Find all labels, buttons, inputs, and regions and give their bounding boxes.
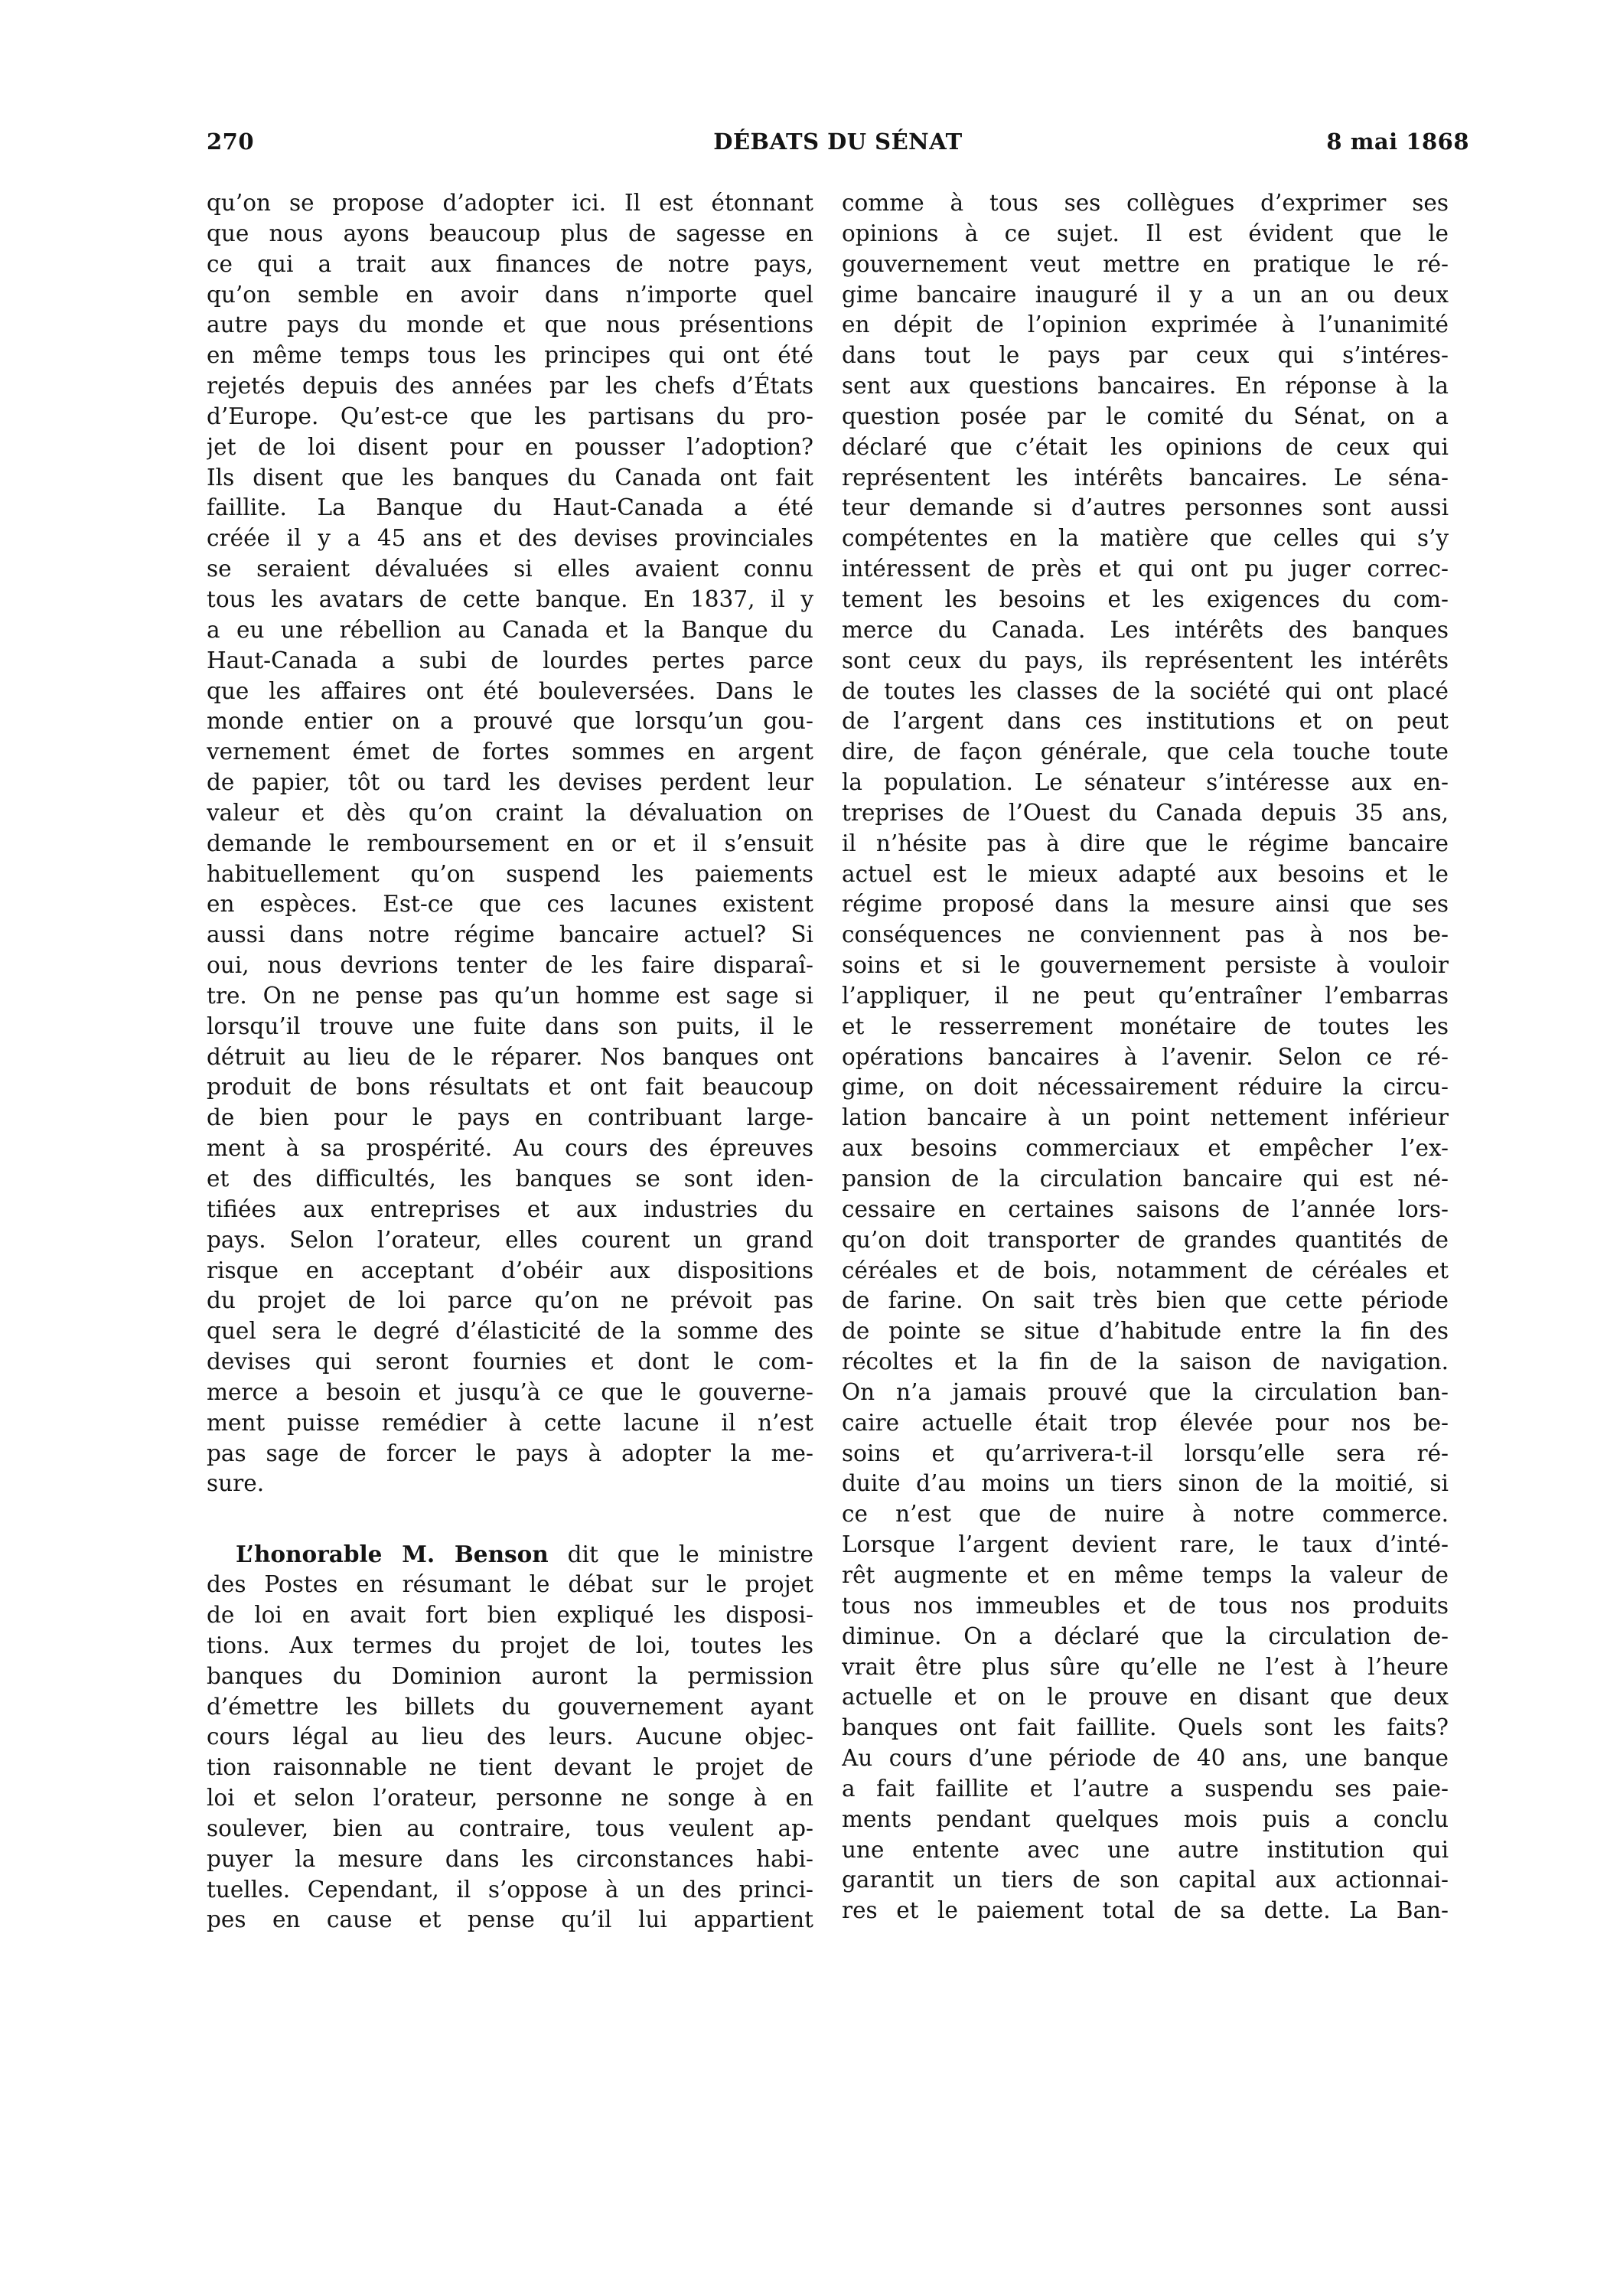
text-line: Ils disent que les banques du Canada ont fait [207,464,813,491]
text-line: rêt augmente et en même temps la valeur de [842,1561,1449,1588]
text-line: sont ceux du pays, ils représentent les intérêts [842,647,1449,673]
text-line: aux besoins commerciaux et empêcher l’ex- [842,1135,1449,1162]
text-line: lorsqu’il trouve une fuite dans son puits, il le [207,1013,813,1039]
text-line: habituellement qu’on suspend les paiements [207,860,813,887]
text-line: question posée par le comité du Sénat, on a [842,403,1449,429]
text-line: en dépit de l’opinion exprimée à l’unanimité [842,311,1449,338]
text-line: actuelle et on le prouve en disant que deux [842,1684,1449,1711]
text-line: compétentes en la matière que celles qui s’y [842,525,1449,552]
text-line: teur demande si d’autres personnes sont aussi [842,494,1449,521]
text-line: déclaré que c’était les opinions de ceux qui [842,433,1449,460]
text-line: sure. [207,1470,265,1497]
text-line: d’émettre les billets du gouvernement ayant [207,1693,813,1720]
text-line: autre pays du monde et que nous présentions [207,311,813,338]
text-line: garantit un tiers de son capital aux actionnai- [842,1867,1449,1893]
text-line: ce n’est que de nuire à notre commerce. [842,1501,1449,1528]
paragraph-benson-body [207,1570,813,1936]
text-line: opérations bancaires à l’avenir. Selon ce ré- [842,1043,1449,1070]
text-line: banques du Dominion auront la permission [207,1662,813,1689]
text-line: qu’on se propose d’adopter ici. Il est étonnant [207,190,813,216]
text-line: représentent les intérêts bancaires. Le séna- [842,464,1449,491]
running-title: DÉBATS DU SÉNAT [713,129,963,155]
text-line: l’appliquer, il ne peut qu’entraîner l’embarras [842,982,1449,1009]
text-line: diminue. On a déclaré que la circulation de- [842,1623,1449,1649]
left-column [207,188,813,1936]
text-line: vrait être plus sûre qu’elle ne l’est à l’heure [842,1653,1449,1680]
paragraph-gap [207,1499,813,1539]
text-line: puyer la mesure dans les circonstances habi- [207,1845,813,1872]
text-line: Au cours d’une période de 40 ans, une banque [842,1745,1449,1772]
text-line: gime bancaire inauguré il y a un an ou deux [842,281,1449,308]
text-line: a eu une rébellion au Canada et la Banque du [207,616,813,643]
text-line: valeur et dès qu’on craint la dévaluation on [207,799,813,826]
text-line: risque en acceptant d’obéir aux dispositions [207,1257,813,1283]
text-line: cessaire en certaines saisons de l’année lors- [842,1195,1449,1222]
text-line: banques ont fait faillite. Quels sont les faits? [842,1714,1449,1741]
text-line: actuel est le mieux adapté aux besoins et le [842,860,1449,887]
text-line: oui, nous devrions tenter de les faire disparaî- [207,952,813,979]
paragraph-continuation [207,188,813,1499]
text-line: loi et selon l’orateur, personne ne songe à en [207,1785,813,1812]
text-line: res et le paiement total de sa dette. La Ban- [842,1897,1449,1924]
text-line: soins et qu’arrivera-t-il lorsqu’elle sera ré- [842,1440,1449,1466]
text-line [207,1539,813,1570]
text-line: duite d’au moins un tiers sinon de la moitié, si [842,1470,1449,1497]
text-line: tous les avatars de cette banque. En 1837, il y [207,585,813,612]
text-line: sent aux questions bancaires. En réponse à la [842,373,1449,400]
text-line: pas sage de forcer le pays à adopter la me- [207,1440,813,1466]
text-line: il n’hésite pas à dire que le régime bancaire [842,830,1449,856]
text-line: qu’on semble en avoir dans n’importe quel [207,281,813,308]
text-line: dire, de façon générale, que cela touche toute [842,739,1449,765]
text-line: et des difficultés, les banques se sont iden- [207,1166,813,1192]
text-line: tuelles. Cependant, il s’oppose à un des princi- [207,1876,813,1903]
text-line: pansion de la circulation bancaire qui est né- [842,1166,1449,1192]
text-line: tions. Aux termes du projet de loi, toutes les [207,1632,813,1658]
text-line: Lorsque l’argent devient rare, le taux d’inté- [842,1531,1449,1558]
text-line: caire actuelle était trop élevée pour nos be- [842,1409,1449,1436]
text-line: en même temps tous les principes qui ont été [207,342,813,369]
text-line: a fait faillite et l’autre a suspendu ses paie- [842,1775,1449,1802]
text-line: ments pendant quelques mois puis a conclu [842,1805,1449,1832]
speaker-line-rest: dit que le ministre [548,1541,813,1568]
text-line: vernement émet de fortes sommes en argent [207,739,813,765]
text-line: monde entier on a prouvé que lorsqu’un gou- [207,708,813,735]
text-line: détruit au lieu de le réparer. Nos banques ont [207,1043,813,1070]
text-line: tion raisonnable ne tient devant le projet de [207,1754,813,1781]
text-line: céréales et de bois, notamment de céréales et [842,1257,1449,1283]
text-line: en espèces. Est-ce que ces lacunes existent [207,891,813,918]
text-line: treprises de l’Ouest du Canada depuis 35 ans, [842,799,1449,826]
text-line: ment à sa prospérité. Au cours des épreuves [207,1135,813,1162]
text-line: que les affaires ont été bouleversées. Dans le [207,677,813,704]
text-line: de bien pour le pays en contribuant large- [207,1104,813,1131]
text-line: tifiées aux entreprises et aux industries du [207,1195,813,1222]
text-line: On n’a jamais prouvé que la circulation ban- [842,1378,1449,1405]
text-line: régime proposé dans la mesure ainsi que ses [842,891,1449,918]
text-line: ce qui a trait aux finances de notre pays, [207,250,813,277]
text-line: produit de bons résultats et ont fait beaucoup [207,1074,813,1101]
text-line: de pointe se situe d’habitude entre la fin des [842,1318,1449,1345]
text-line: opinions à ce sujet. Il est évident que le [842,220,1449,246]
text-line: aussi dans notre régime bancaire actuel? Si [207,921,813,948]
text-line: demande le remboursement en or et il s’ensuit [207,830,813,856]
text-line: gouvernement veut mettre en pratique le ré- [842,250,1449,277]
text-line: faillite. La Banque du Haut-Canada a été [207,494,813,521]
text-line: du projet de loi parce qu’on ne prévoit pas [207,1287,813,1314]
text-line: pes en cause et pense qu’il lui appartient [207,1906,813,1933]
text-line: gime, on doit nécessairement réduire la circu- [842,1074,1449,1101]
text-line: une entente avec une autre institution qui [842,1836,1449,1863]
text-line: d’Europe. Qu’est-ce que les partisans du pro- [207,403,813,429]
text-line: tement les besoins et les exigences du com- [842,585,1449,612]
text-line: merce du Canada. Les intérêts des banques [842,616,1449,643]
text-line: de l’argent dans ces institutions et on peut [842,708,1449,735]
text-line: de loi en avait fort bien expliqué les disposi- [207,1601,813,1628]
paragraph-right-column [842,188,1449,1926]
text-line: la population. Le sénateur s’intéresse aux en- [842,769,1449,796]
page-date: 8 mai 1868 [1326,129,1469,155]
text-line: de papier, tôt ou tard les devises perdent leur [207,769,813,796]
text-line: intéressent de près et qui ont pu juger correc- [842,556,1449,582]
text-line: que nous ayons beaucoup plus de sagesse en [207,220,813,246]
text-line: soulever, bien au contraire, tous veulent ap- [207,1815,813,1841]
text-line: dans tout le pays par ceux qui s’intéres- [842,342,1449,369]
text-line: de farine. On sait très bien que cette période [842,1287,1449,1314]
page-number: 270 [207,129,255,155]
text-line: conséquences ne conviennent pas à nos be- [842,921,1449,948]
right-column [842,188,1449,1926]
text-line: pays. Selon l’orateur, elles courent un grand [207,1226,813,1253]
text-line: merce a besoin et jusqu’à ce que le gouverne- [207,1378,813,1405]
text-line: comme à tous ses collègues d’exprimer ses [842,190,1449,216]
page-header [207,129,1469,159]
text-line: devises qui seront fournies et dont le com- [207,1349,813,1375]
text-line: jet de loi disent pour en pousser l’adoption? [207,433,813,460]
text-line: soins et si le gouvernement persiste à vouloir [842,952,1449,979]
text-line: se seraient dévaluées si elles avaient connu [207,556,813,582]
text-line: des Postes en résumant le débat sur le projet [207,1571,813,1598]
text-line: ment puisse remédier à cette lacune il n’est [207,1409,813,1436]
text-line: de toutes les classes de la société qui ont placé [842,677,1449,704]
text-line: récoltes et la fin de la saison de navigation. [842,1349,1449,1375]
text-line: rejetés depuis des années par les chefs d’États [207,373,813,400]
text-line: cours légal au lieu des leurs. Aucune objec- [207,1724,813,1750]
text-line: créée il y a 45 ans et des devises provinciales [207,525,813,552]
text-line: quel sera le degré d’élasticité de la somme des [207,1318,813,1345]
text-line: tre. On ne pense pas qu’un homme est sage si [207,982,813,1009]
text-line: Haut-Canada a subi de lourdes pertes parce [207,647,813,673]
text-line: qu’on doit transporter de grandes quantités de [842,1226,1449,1253]
text-line: lation bancaire à un point nettement inférieur [842,1104,1449,1131]
paragraph-benson [207,1539,813,1936]
speaker-name: L’honorable M. Benson [236,1541,549,1568]
text-line: et le resserrement monétaire de toutes les [842,1013,1449,1039]
text-line: tous nos immeubles et de tous nos produits [842,1592,1449,1619]
